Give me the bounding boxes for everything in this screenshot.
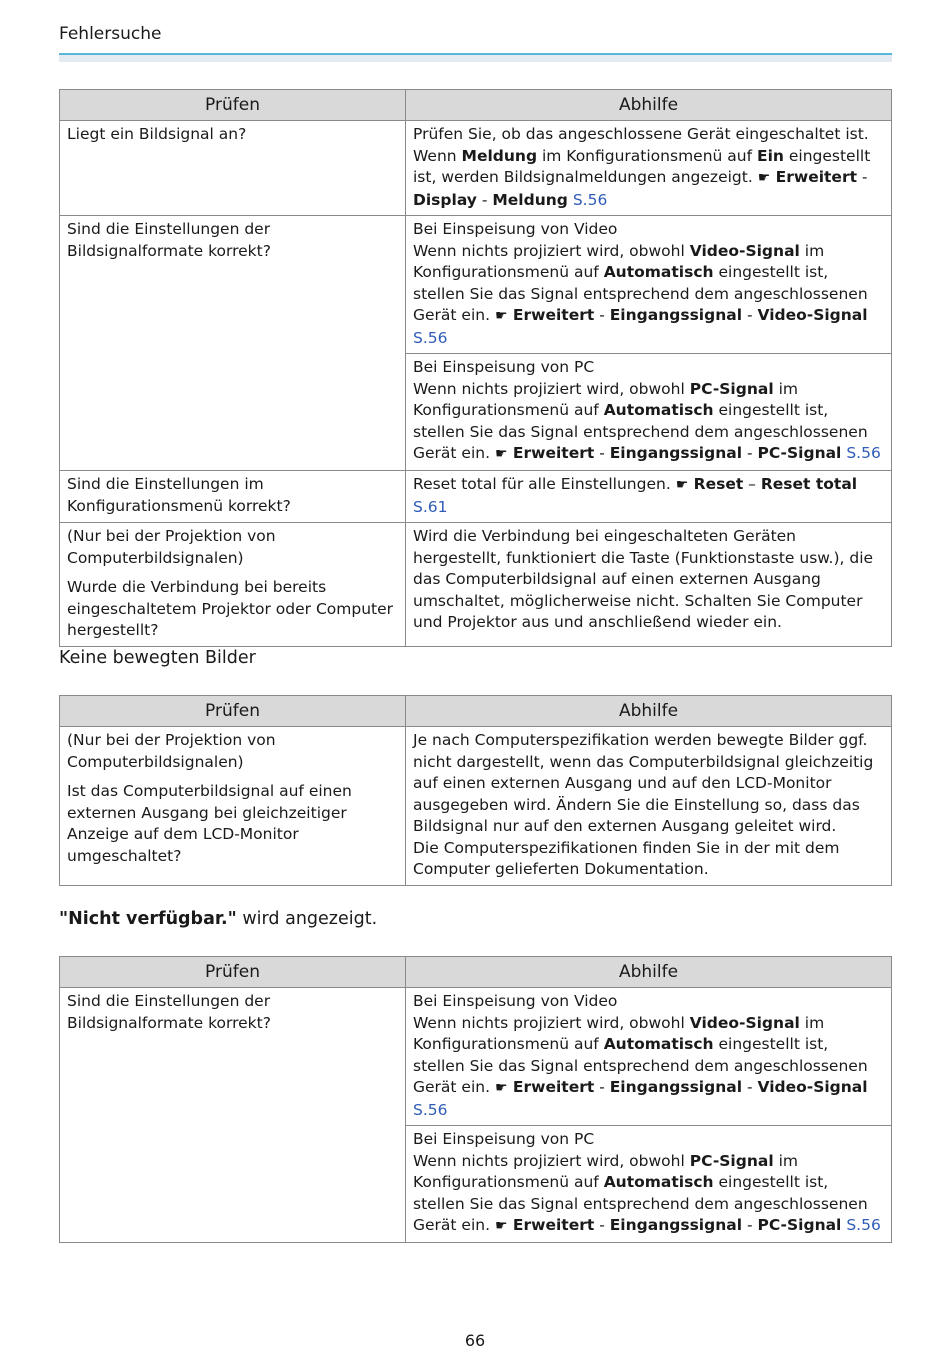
header-band xyxy=(59,55,892,62)
heading-quoted-message: "Nicht verfügbar." xyxy=(59,909,237,929)
section-heading-not-available xyxy=(59,909,377,929)
column-header-check: Prüfen xyxy=(60,90,406,121)
separator: - xyxy=(594,1078,610,1096)
remedy-subheading: Bei Einspeisung von PC xyxy=(413,358,595,376)
remedy-text: eingestellt ist, stellen Sie das Signal entsprechend dem angeschlossenen Gerät ein. xyxy=(413,401,868,462)
check-text: (Nur bei der Projektion von Computerbildsignalen) xyxy=(67,527,276,567)
remedy-cell xyxy=(406,727,892,886)
remedy-cell xyxy=(406,523,892,647)
menu-path: Meldung xyxy=(492,190,568,209)
check-cell xyxy=(60,471,406,523)
pointing-hand-icon: ☛ xyxy=(494,1218,508,1234)
table-row xyxy=(60,121,892,216)
separator: - xyxy=(742,1216,758,1234)
check-text: Sind die Einstellungen im Konfigurationsmenü korrekt? xyxy=(67,475,291,515)
menu-path: Display xyxy=(413,190,477,209)
remedy-subheading: Bei Einspeisung von Video xyxy=(413,220,618,238)
page-reference-link[interactable]: S.56 xyxy=(572,190,608,209)
check-text: Sind die Einstellungen der Bildsignalformate korrekt? xyxy=(67,992,271,1032)
menu-term: PC-Signal xyxy=(689,1151,774,1170)
menu-path: Reset total xyxy=(760,475,858,493)
heading-rest: wird angezeigt. xyxy=(236,909,378,929)
check-text: Ist das Computerbildsignal auf einen externen Ausgang bei gleichzeitiger Anzeige auf dem LCD-Monitor umgeschaltet? xyxy=(67,782,352,865)
remedy-text: eingestellt ist, stellen Sie das Signal entsprechend dem angeschlossenen Gerät ein. xyxy=(413,263,868,324)
remedy-text: Reset total für alle Einstellungen. xyxy=(413,475,676,493)
separator: - xyxy=(594,1216,610,1234)
remedy-cell xyxy=(406,1126,892,1243)
remedy-text: eingestellt ist, stellen Sie das Signal entsprechend dem angeschlossenen Gerät ein. xyxy=(413,1035,868,1096)
remedy-cell xyxy=(406,988,892,1126)
troubleshoot-table-3 xyxy=(59,956,892,1243)
troubleshoot-table-1 xyxy=(59,89,892,647)
table-header-row xyxy=(60,957,892,988)
separator: – xyxy=(743,475,761,493)
table-row xyxy=(60,471,892,523)
remedy-text: Wenn nichts projiziert wird, obwohl xyxy=(413,1151,690,1170)
separator: - xyxy=(594,444,610,462)
remedy-text: Die Computerspezifikationen finden Sie in der mit dem Computer gelieferten Dokumentation. xyxy=(413,838,840,878)
pointing-hand-icon: ☛ xyxy=(494,308,508,324)
menu-path: Erweitert xyxy=(770,168,857,186)
section-heading-no-moving-images: Keine bewegten Bilder xyxy=(59,648,256,668)
separator: - xyxy=(476,190,493,209)
column-header-remedy: Abhilfe xyxy=(406,957,892,988)
menu-term: Automatisch xyxy=(603,401,714,419)
menu-path: Erweitert xyxy=(507,1078,595,1096)
remedy-text: im Konfigurationsmenü auf xyxy=(413,1151,798,1191)
separator: - xyxy=(594,306,610,324)
menu-path: PC-Signal xyxy=(757,444,842,462)
remedy-subheading: Bei Einspeisung von PC xyxy=(413,1130,595,1148)
check-cell xyxy=(60,988,406,1243)
page-reference-link[interactable]: S.61 xyxy=(413,497,448,516)
table-row xyxy=(60,988,892,1126)
menu-path: Eingangssignal xyxy=(609,1216,743,1234)
pointing-hand-icon: ☛ xyxy=(494,1080,508,1096)
menu-path: Erweitert xyxy=(507,444,595,462)
separator: - xyxy=(742,444,758,462)
menu-term: Meldung xyxy=(461,146,538,165)
check-cell xyxy=(60,727,406,886)
menu-term: Automatisch xyxy=(603,1035,714,1053)
separator: - xyxy=(857,168,868,186)
pointing-hand-icon: ☛ xyxy=(675,477,689,493)
page-reference-link[interactable]: S.56 xyxy=(413,328,448,347)
table-row xyxy=(60,523,892,647)
page-number: 66 xyxy=(464,1331,486,1350)
table-header-row xyxy=(60,696,892,727)
column-header-remedy: Abhilfe xyxy=(406,696,892,727)
menu-path: Erweitert xyxy=(507,306,595,324)
page-header-title: Fehlersuche xyxy=(59,24,162,44)
menu-path: Video-Signal xyxy=(757,306,868,324)
separator: - xyxy=(742,1078,758,1096)
check-cell xyxy=(60,121,406,216)
remedy-cell xyxy=(406,471,892,523)
menu-term: Automatisch xyxy=(603,1173,714,1191)
menu-term: PC-Signal xyxy=(689,379,774,398)
pointing-hand-icon: ☛ xyxy=(494,446,508,462)
pointing-hand-icon: ☛ xyxy=(757,170,771,186)
column-header-check: Prüfen xyxy=(60,957,406,988)
check-cell xyxy=(60,523,406,647)
remedy-cell xyxy=(406,121,892,216)
menu-term: Video-Signal xyxy=(689,241,800,260)
remedy-text: eingestellt ist, werden Bildsignalmeldungen angezeigt. xyxy=(413,146,871,186)
menu-path: Erweitert xyxy=(507,1216,595,1234)
menu-term: Automatisch xyxy=(603,263,714,281)
table-row xyxy=(60,727,892,886)
table-row xyxy=(60,216,892,354)
remedy-cell xyxy=(406,216,892,354)
menu-term: Video-Signal xyxy=(689,1013,800,1032)
menu-path: Eingangssignal xyxy=(609,1078,743,1096)
remedy-text: Je nach Computerspezifikation werden bewegte Bilder ggf. nicht dargestellt, wenn das Computerbildsignal gleichzeitig auf einen externen Ausgang und auf den LCD-Monitor ausgegeben wird. Ändern Sie die Einstellung so, dass das Bildsignal nur auf den externen Ausgang geleitet wird. xyxy=(413,731,874,835)
menu-path: PC-Signal xyxy=(757,1216,842,1234)
remedy-text: Wenn nichts projiziert wird, obwohl xyxy=(413,1013,690,1032)
remedy-text: Wenn nichts projiziert wird, obwohl xyxy=(413,241,690,260)
check-cell xyxy=(60,216,406,471)
column-header-check: Prüfen xyxy=(60,696,406,727)
check-text: (Nur bei der Projektion von Computerbildsignalen) xyxy=(67,731,276,771)
menu-path: Reset xyxy=(688,475,744,493)
menu-path: Video-Signal xyxy=(757,1078,868,1096)
remedy-text: im Konfigurationsmenü auf xyxy=(413,379,798,419)
remedy-text: Wenn nichts projiziert wird, obwohl xyxy=(413,379,690,398)
remedy-text: im Konfigurationsmenü auf xyxy=(413,1013,825,1053)
remedy-text: im Konfigurationsmenü auf xyxy=(537,146,757,165)
menu-path: Eingangssignal xyxy=(609,306,743,324)
remedy-text: Prüfen Sie, ob das angeschlossene Gerät eingeschaltet ist. Wenn xyxy=(413,125,869,165)
menu-term: Ein xyxy=(756,146,784,165)
remedy-text: Wird die Verbindung bei eingeschalteten Geräten hergestellt, funktioniert die Taste (Funktionstaste usw.), die das Computerbildsignal auf einen externen Ausgang umschaltet, möglicherweise nicht. Schalten Sie Computer und Projektor aus und anschließend wieder ein. xyxy=(413,527,874,631)
check-text: Sind die Einstellungen der Bildsignalformate korrekt? xyxy=(67,220,271,260)
remedy-cell xyxy=(406,354,892,471)
remedy-subheading: Bei Einspeisung von Video xyxy=(413,992,618,1010)
page-reference-link[interactable]: S.56 xyxy=(413,1100,448,1119)
column-header-remedy: Abhilfe xyxy=(406,90,892,121)
troubleshoot-table-2 xyxy=(59,695,892,886)
page-reference-link[interactable]: S.56 xyxy=(846,1216,881,1234)
remedy-text: im Konfigurationsmenü auf xyxy=(413,241,825,281)
table-header-row xyxy=(60,90,892,121)
remedy-text: eingestellt ist, stellen Sie das Signal entsprechend dem angeschlossenen Gerät ein. xyxy=(413,1173,868,1234)
check-text: Liegt ein Bildsignal an? xyxy=(67,125,247,143)
separator: - xyxy=(742,306,758,324)
page-reference-link[interactable]: S.56 xyxy=(846,444,881,462)
check-text: Wurde die Verbindung bei bereits eingeschaltetem Projektor oder Computer hergestellt? xyxy=(67,578,393,639)
menu-path: Eingangssignal xyxy=(609,444,743,462)
